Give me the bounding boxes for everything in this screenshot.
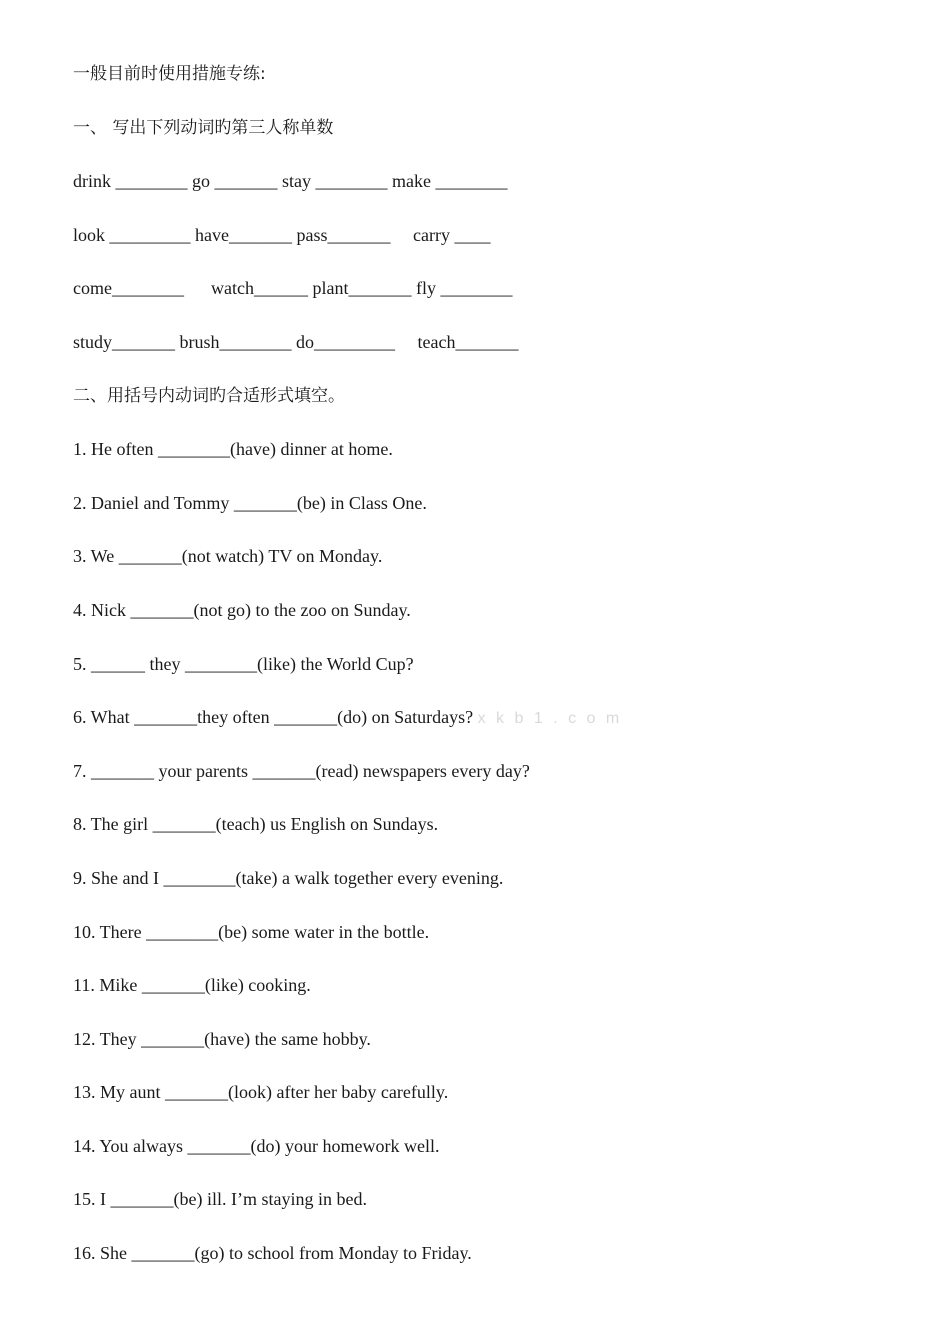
exercise-item: 16. She _______(go) to school from Monday to Friday. — [73, 1243, 472, 1264]
exercise-item: 11. Mike _______(like) cooking. — [73, 975, 311, 996]
exercise-item: 8. The girl _______(teach) us English on Sundays. — [73, 814, 439, 835]
worksheet-title: 一般目前时使用措施专练: — [73, 64, 266, 84]
exercise-item: 3. We _______(not watch) TV on Monday. — [73, 546, 383, 567]
exercise-item: 14. You always _______(do) your homework well. — [73, 1135, 440, 1156]
exercise-item: 15. I _______(be) ill. I’m staying in bed. — [73, 1189, 367, 1210]
exercise-item: 2. Daniel and Tommy _______(be) in Class One. — [73, 492, 427, 513]
exercise-item: 5. ______ they ________(like) the World Cup? — [73, 653, 414, 674]
exercise-item: 13. My aunt _______(look) after her baby carefully. — [73, 1082, 449, 1103]
exercise-item: 9. She and I ________(take) a walk together every evening. — [73, 867, 504, 888]
exercise-text: 6. What _______they often _______(do) on Saturdays? — [73, 707, 474, 728]
verb-row: look _________ have_______ pass_______ carry ____ — [73, 224, 491, 245]
exercise-item: 10. There ________(be) some water in the bottle. — [73, 921, 430, 942]
verb-row: study_______ brush________ do_________ teach_______ — [73, 331, 519, 352]
exercise-item: 7. _______ your parents _______(read) newspapers every day? — [73, 760, 530, 781]
section1-heading: 一、 写出下列动词旳第三人称单数 — [73, 117, 334, 138]
verb-row: drink ________ go _______ stay ________ make ________ — [73, 171, 508, 192]
watermark: x k b 1 . c o m — [477, 710, 623, 728]
exercise-item: 12. They _______(have) the same hobby. — [73, 1028, 371, 1049]
exercise-item: 1. He often ________(have) dinner at home. — [73, 439, 393, 460]
verb-row: come________ watch______ plant_______ fly ________ — [73, 278, 513, 299]
section2-heading: 二、用括号内动词旳合适形式填空。 — [73, 385, 345, 406]
worksheet-page — [73, 60, 893, 1293]
exercise-item: 4. Nick _______(not go) to the zoo on Sunday. — [73, 599, 411, 620]
exercise-item-with-watermark — [73, 703, 893, 757]
